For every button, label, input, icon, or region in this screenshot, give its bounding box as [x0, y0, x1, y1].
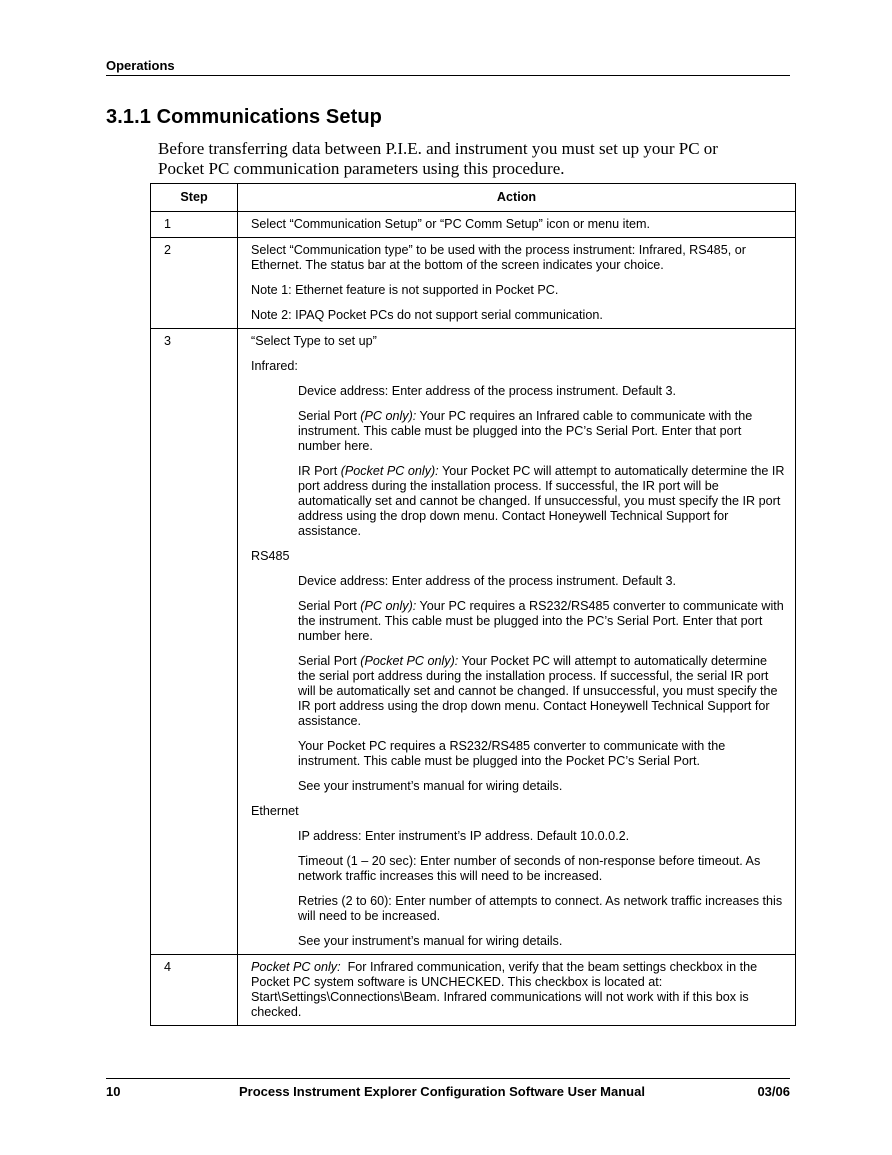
- step-number: 4: [151, 955, 238, 1026]
- action-paragraph: [251, 217, 787, 232]
- action-paragraph: [298, 854, 787, 884]
- action-paragraph: [251, 960, 787, 1020]
- setting-name: Serial Port: [298, 654, 361, 668]
- table-row: [151, 329, 796, 955]
- paragraph-text: Select “Communication Setup” or “PC Comm Setup” icon or menu item.: [251, 217, 650, 231]
- paragraph-text: Select “Communication type” to be used with the process instrument: Infrared, RS485, or Ethernet. The status bar at the bottom of the screen indicates your choice.: [251, 243, 750, 272]
- qualifier-text: (PC only):: [360, 409, 417, 423]
- paragraph-text: Device address: Enter address of the process instrument. Default 3.: [298, 574, 676, 588]
- action-paragraph: [298, 384, 787, 399]
- procedure-table: [150, 183, 796, 1026]
- paragraph-text: Your PC requires an Infrared cable to communicate with the instrument. This cable must be plugged into the PC’s Serial Port. Enter that port number here.: [298, 409, 756, 453]
- qualifier-text: (PC only):: [360, 599, 417, 613]
- action-paragraph: [251, 308, 787, 323]
- step-action: [238, 238, 796, 329]
- paragraph-text: For Infrared communication, verify that the beam settings checkbox in the Pocket PC system software is UNCHECKED. This checkbox is located at: Start\Settings\Connections\Beam. Infrared communications will not work with if this box is checked.: [251, 960, 761, 1019]
- paragraph-text: Note 1: Ethernet feature is not supported in Pocket PC.: [251, 283, 559, 297]
- setting-name: Serial Port: [298, 599, 361, 613]
- manual-title: Process Instrument Explorer Configuration Software User Manual: [238, 1084, 645, 1099]
- action-paragraph: [251, 334, 787, 349]
- paragraph-text: “Select Type to set up”: [251, 334, 377, 348]
- publication-date: 03/06: [757, 1084, 790, 1099]
- column-header-step: Step: [151, 184, 238, 212]
- table-row: [151, 238, 796, 329]
- qualifier-text: (Pocket PC only):: [360, 654, 459, 668]
- paragraph-text: Note 2: IPAQ Pocket PCs do not support serial communication.: [251, 308, 603, 322]
- setting-name: Serial Port: [298, 409, 361, 423]
- paragraph-text: Infrared:: [251, 359, 298, 373]
- action-paragraph: [298, 599, 787, 644]
- page-number: 10: [106, 1084, 121, 1099]
- page-footer: [106, 1078, 790, 1099]
- step-action: [238, 212, 796, 238]
- step-number: 1: [151, 212, 238, 238]
- paragraph-text: Your Pocket PC will attempt to automatically determine the IR port address during the installation process. If successful, the IR port will be automatically set and cannot be changed. If unsuccessful, you must specify the IR port address using the drop down menu. Contact Honeywell Technical Support for assistance.: [298, 464, 788, 538]
- action-paragraph: [251, 549, 787, 564]
- paragraph-text: Retries (2 to 60): Enter number of attempts to connect. As network traffic increases this will need to be increased.: [298, 894, 786, 923]
- table-row: [151, 212, 796, 238]
- action-paragraph: [251, 283, 787, 298]
- action-paragraph: [298, 409, 787, 454]
- running-header: Operations: [106, 58, 790, 76]
- column-header-action: Action: [238, 184, 796, 212]
- paragraph-text: Your Pocket PC requires a RS232/RS485 converter to communicate with the instrument. This cable must be plugged into the Pocket PC’s Serial Port.: [298, 739, 729, 768]
- qualifier-text: (Pocket PC only):: [340, 464, 439, 478]
- paragraph-text: Ethernet: [251, 804, 299, 818]
- step-action: [238, 329, 796, 955]
- paragraph-text: Your PC requires a RS232/RS485 converter to communicate with the instrument. This cable must be plugged into the PC’s Serial Port. Enter that port number here.: [298, 599, 788, 643]
- paragraph-text: See your instrument’s manual for wiring details.: [298, 779, 563, 793]
- intro-paragraph: Before transferring data between P.I.E. and instrument you must set up your PC or Pocket PC communication parameters using this procedure.: [158, 139, 718, 178]
- action-paragraph: [298, 654, 787, 729]
- qualifier-text: Pocket PC only:: [251, 960, 341, 974]
- paragraph-text: Device address: Enter address of the process instrument. Default 3.: [298, 384, 676, 398]
- paragraph-text: Timeout (1 – 20 sec): Enter number of seconds of non-response before timeout. As network traffic increases this will need to be increased.: [298, 854, 764, 883]
- action-paragraph: [298, 894, 787, 924]
- action-paragraph: [298, 574, 787, 589]
- step-action: [238, 955, 796, 1026]
- action-paragraph: [251, 243, 787, 273]
- table-body: [151, 212, 796, 1026]
- step-number: 2: [151, 238, 238, 329]
- action-paragraph: [251, 359, 787, 374]
- action-paragraph: [298, 739, 787, 769]
- action-paragraph: [298, 934, 787, 949]
- action-paragraph: [298, 464, 787, 539]
- action-paragraph: [298, 829, 787, 844]
- paragraph-text: See your instrument’s manual for wiring details.: [298, 934, 563, 948]
- table-row: [151, 955, 796, 1026]
- section-title: 3.1.1 Communications Setup: [106, 106, 382, 128]
- table-header-row: [151, 184, 796, 212]
- action-paragraph: [298, 779, 787, 794]
- action-paragraph: [251, 804, 787, 819]
- paragraph-text: IP address: Enter instrument’s IP address. Default 10.0.0.2.: [298, 829, 630, 843]
- step-number: 3: [151, 329, 238, 955]
- paragraph-text: RS485: [251, 549, 290, 563]
- paragraph-text: Your Pocket PC will attempt to automatically determine the serial port address during the installation process. If successful, the serial IR port will be automatically set and cannot be changed. If unsuccessful, you must specify the IR port address using the drop down menu. Contact Honeywell Technical Support for assistance.: [298, 654, 782, 728]
- setting-name: IR Port: [298, 464, 341, 478]
